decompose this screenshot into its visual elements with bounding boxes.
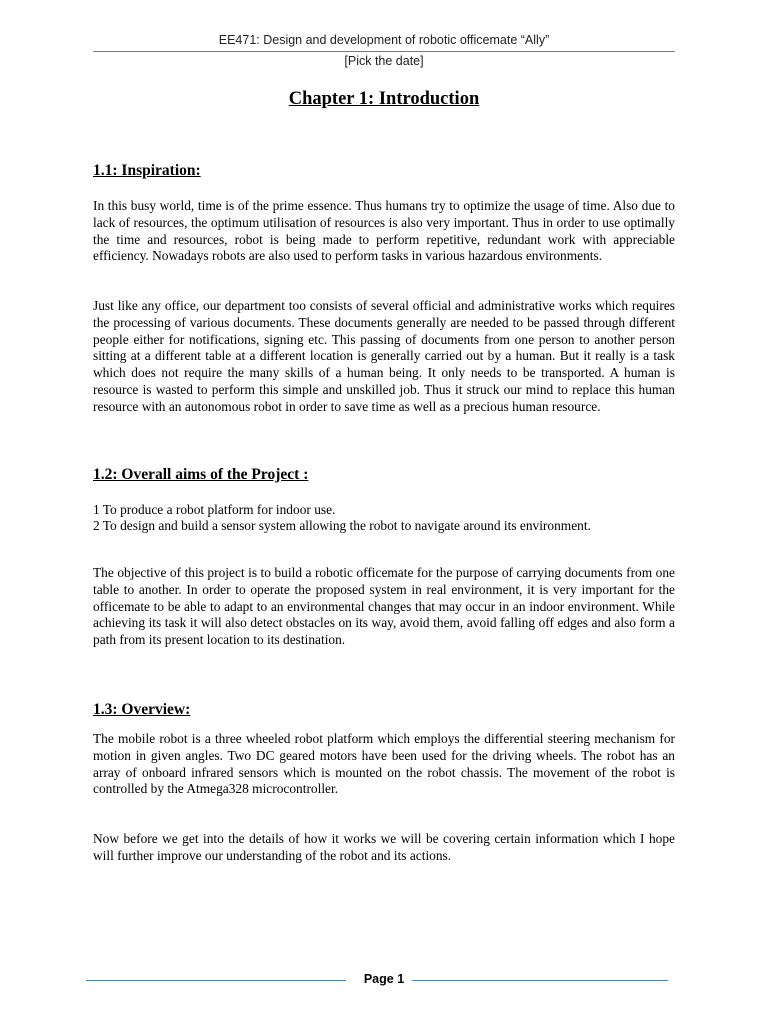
section-heading-aims: 1.2: Overall aims of the Project : <box>93 466 309 483</box>
paragraph-inspiration-2: Just like any office, our department too consists of several official and administrative works which requires the processing of various documents. These documents generally are needed to be passed through different people either for notifications, signing etc. This passing of documents from one person to another person sitting at a different table at a different location is generally carried out by a human. But it really is a task which does not require the many skills of a human being. It only needs to be transported. A human is resource is wasted to perform this simple and unskilled job. Thus it struck our mind to replace this human resource with an autonomous robot in order to save time as well as a precious human resource. <box>93 298 675 414</box>
paragraph-inspiration-1: In this busy world, time is of the prime essence. Thus humans try to optimize the usage of time. Also due to lack of resources, the optimum utilisation of resources is also very important. Thus in order to use optimally the time and resources, robot is being made to perform repetitive, redundant work with appreciable efficiency. Nowadays robots are also used to perform tasks in various hazardous environments. <box>93 198 675 264</box>
section-heading-inspiration: 1.1: Inspiration: <box>93 162 201 179</box>
header-divider <box>93 51 675 52</box>
paragraph-aims-objective: The objective of this project is to build a robotic officemate for the purpose of carrying documents from one table to another. In order to operate the proposed system in real environment, it is very important for the officemate to be able to adapt to an environmental changes that may occur in an indoor environment. While achieving its task it will also detect obstacles on its way, avoid them, avoid falling off edges and also form a path from its present location to its destination. <box>93 565 675 648</box>
footer-divider-right <box>412 980 668 981</box>
document-header-title: EE471: Design and development of robotic officemate “Ally” <box>218 33 550 47</box>
paragraph-overview-1: The mobile robot is a three wheeled robot platform which employs the differential steering mechanism for motion in given angles. Two DC geared motors have been used for the driving wheels. The robot has an array of onboard infrared sensors which is mounted on the robot chassis. The movement of the robot is controlled by the Atmega328 microcontroller. <box>93 731 675 797</box>
page-number: Page 1 <box>363 972 405 986</box>
section-heading-overview: 1.3: Overview: <box>93 701 191 718</box>
paragraph-overview-2: Now before we get into the details of how it works we will be covering certain information which I hope will further improve our understanding of the robot and its actions. <box>93 831 675 863</box>
date-placeholder[interactable]: [Pick the date] <box>344 54 424 68</box>
chapter-title: Chapter 1: Introduction <box>288 89 480 109</box>
aims-item-2: 2 To design and build a sensor system allowing the robot to navigate around its environment. <box>93 518 591 533</box>
aims-item-1: 1 To produce a robot platform for indoor use. <box>93 502 336 517</box>
